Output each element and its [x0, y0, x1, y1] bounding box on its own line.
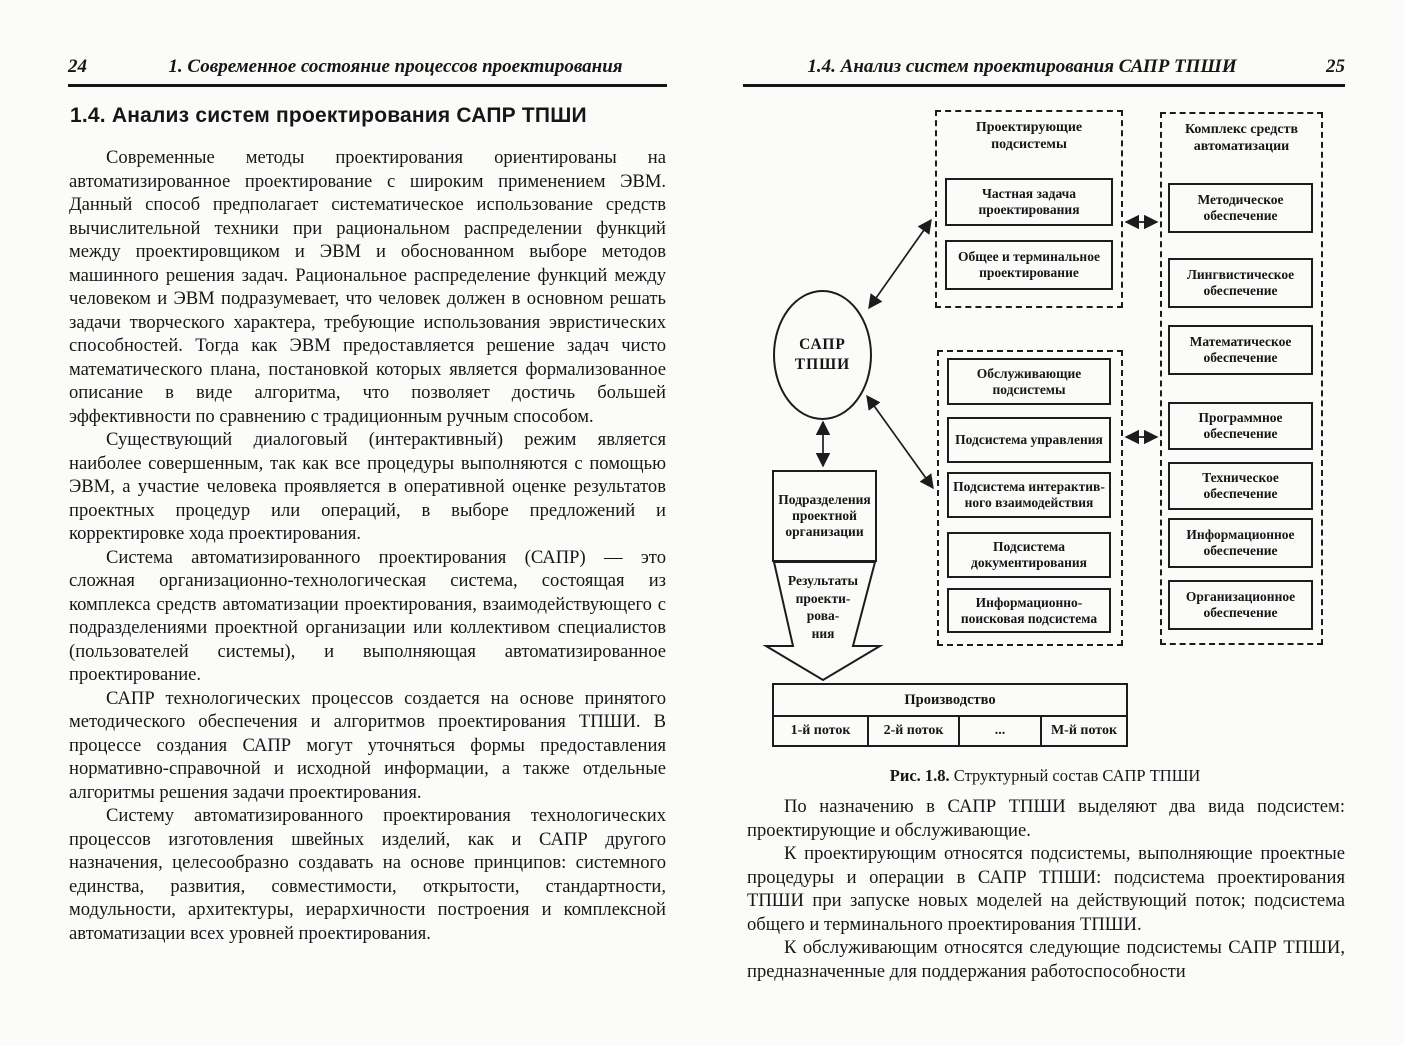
- results-line: ния: [811, 625, 835, 641]
- ellipse-label-line1: САПР: [799, 336, 846, 353]
- box-project-org-units: Подразделения проектной организации: [772, 470, 877, 562]
- paragraph: К проектирующим относятся подсистемы, выполняющие проектные процедуры и операции в САПР ТПШИ: подсистема проектирования ТПШИ при запуске новых моделей на действующий поток; подсистема общего и терминального проектирования ТПШИ.: [747, 843, 1345, 935]
- box-general-terminal-design: Общее и терминальное проектирование: [945, 240, 1113, 290]
- production-cell-1: 1-й поток: [774, 717, 869, 745]
- right-header-rule: [743, 84, 1345, 87]
- results-line: Результаты: [787, 573, 859, 588]
- left-header-rule: [68, 84, 667, 87]
- left-body-text: [69, 146, 666, 945]
- production-table: [772, 683, 1128, 747]
- automation-group-title: Комплекс средств автоматизации: [1184, 122, 1299, 154]
- right-page-header: [745, 56, 1345, 82]
- box-private-design-task: Частная задача проектирования: [945, 178, 1113, 226]
- paragraph: САПР технологических процессов создается на основе принятого методического обеспечения и алгоритмов проектирования ТПШИ. В процессе создания САПР могут уточняться формы предоставления нормативно-справочной и исходной информации, а также отдельные алгоритмы решения задачи проектирования.: [69, 687, 666, 803]
- box-interactive-subsystem: Подсистема интерактивного взаимодействия: [947, 472, 1111, 518]
- results-arrow-label: [773, 572, 873, 642]
- box-organizational-support: Организационное обеспечение: [1168, 580, 1313, 630]
- box-service-subsystems-title: Обслуживающие подсистемы: [947, 358, 1111, 405]
- paragraph: К обслуживающим относятся следующие подсистемы САПР ТПШИ, предназначенные для поддержания работоспособности: [747, 937, 1345, 982]
- production-cell-m: М-й поток: [1050, 723, 1118, 738]
- box-software-support: Программное обеспечение: [1168, 402, 1313, 450]
- figure-caption-text: Структурный состав САПР ТПШИ: [949, 766, 1201, 785]
- right-running-title: 1.4. Анализ систем проектирования САПР ТПШИ: [807, 56, 1237, 77]
- paragraph: Систему автоматизированного проектирования технологических процессов изготовления швейных изделий, как и САПР другого назначения, целесообразно создавать на основе принципов: системного единства, развития, совместимости, открытости, стандартности, модульности, архитектуры, иерархичности построения и комплексной автоматизации всех уровней проектирования.: [69, 805, 666, 944]
- figure-caption-label: Рис. 1.8.: [889, 766, 950, 785]
- production-row: [774, 717, 1126, 745]
- production-header: Производство: [774, 685, 1126, 717]
- left-page-number: 24: [68, 56, 87, 77]
- left-page-header: [68, 56, 667, 82]
- production-cell-2: 2-й поток: [869, 717, 960, 745]
- production-cell-ellipsis: ...: [960, 717, 1042, 745]
- left-running-title: 1. Современное состояние процессов проектирования: [168, 56, 623, 77]
- box-documentation-subsystem: Подсистема документирования: [947, 532, 1111, 578]
- paragraph: Современные методы проектирования ориентированы на автоматизированное проектирование с широким применением ЭВМ. Данный способ предполагает систематическое использование средств вычислительной техники при рациональном распределении функций между проектировщиком и ЭВМ и обоснованном выборе методов машинного решения задач. Рациональное распределение функций между человеком и ЭВМ подразумевает, что человек должен в основном решать задачи творческого характера, требующие использования эвристических способностей. Тогда как ЭВМ предоставляется решение задач чисто математического плана, постановкой которых является формализованное описание в виде алгоритма, что позволяет достичь большей эффективности по сравнению с традиционным ручным способом.: [69, 147, 666, 427]
- paragraph: Система автоматизированного проектирования (САПР) — это сложная организационно-технологическая система, состоящая из комплекса средств автоматизации проектирования, взаимодействующего с подразделениями проектной организации или коллективом специалистов (пользователей системы), и выполняющая автоматизированное проектирование.: [69, 546, 666, 685]
- box-technical-support: Техническое обеспечение: [1168, 462, 1313, 510]
- sapr-tpshi-ellipse: [773, 290, 872, 420]
- right-body-text: [747, 795, 1345, 983]
- box-info-search-subsystem: Информационно-поисковая подсистема: [947, 588, 1111, 633]
- box-methodical-support: Методическое обеспечение: [1168, 183, 1313, 233]
- ellipse-label-line2: ТПШИ: [794, 356, 851, 373]
- box-linguistic-support: Лингвистическое обеспечение: [1168, 258, 1313, 308]
- section-heading: 1.4. Анализ систем проектирования САПР ТПШИ: [70, 104, 587, 127]
- box-mathematical-support: Математическое обеспечение: [1168, 325, 1313, 375]
- results-line: проекти-: [795, 590, 851, 606]
- right-page-number: 25: [1326, 56, 1345, 77]
- figure-caption: [745, 766, 1345, 786]
- box-information-support: Информационное обеспечение: [1168, 518, 1313, 568]
- paragraph: По назначению в САПР ТПШИ выделяют два вида подсистем: проектирующие и обслуживающие.: [747, 796, 1345, 841]
- arrow-sapr-designing: [869, 220, 931, 308]
- paragraph: Существующий диалоговый (интерактивный) режим является наиболее совершенным, так как все процедуры выполняются с помощью ЭВМ, а участие человека проявляется в оперативной оценке результатов проектных процедур или операций, в выборе предложений и корректировке хода проектирования.: [69, 429, 666, 544]
- structure-diagram: [745, 100, 1345, 762]
- results-line: рова-: [806, 608, 840, 623]
- designing-group-title: Проектирующие подсистемы: [975, 120, 1083, 152]
- box-control-subsystem: Подсистема управления: [947, 417, 1111, 463]
